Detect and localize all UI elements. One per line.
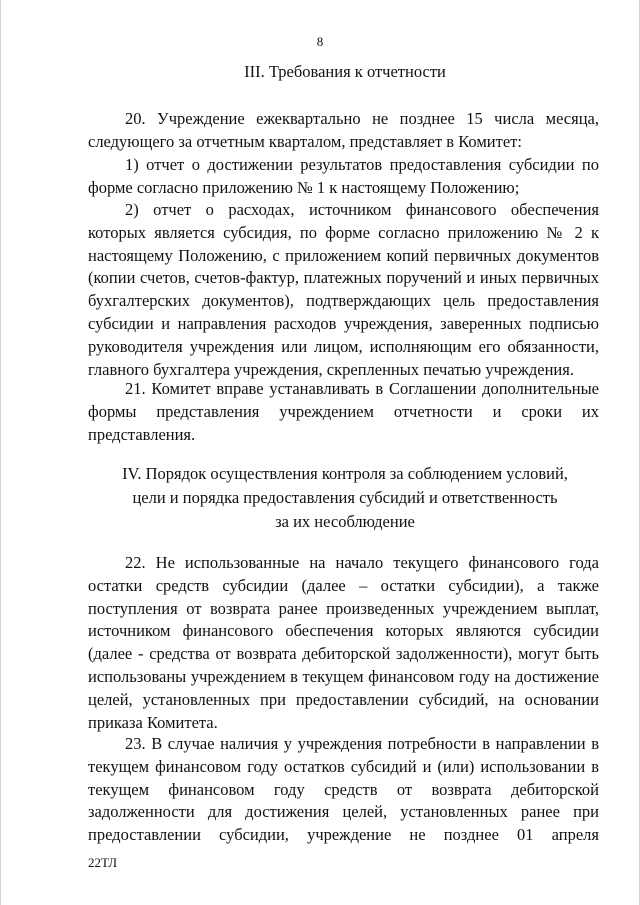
section-4-heading-line-2: цели и порядка предоставления субсидий и ответственность bbox=[132, 488, 558, 507]
section-3-heading: III. Требования к отчетности bbox=[244, 62, 446, 81]
page-number: 8 bbox=[316, 34, 324, 49]
paragraph-20-item-1: 1) отчет о достижении результатов предоставления субсидии по форме согласно приложению № 1 к настоящему Положению; bbox=[88, 155, 599, 197]
scan-edge-left bbox=[0, 0, 1, 905]
footer-document-code: 22ТЛ bbox=[88, 855, 118, 870]
paragraph-20: 20. Учреждение ежеквартально не позднее 15 числа месяца, следующего за отчетным кварталом, представляет в Комитет: bbox=[88, 109, 599, 151]
paragraph-20-item-2: 2) отчет о расходах, источником финансового обеспечения которых является субсидия, по форме согласно приложению № 2 к настоящему Положению, с приложением копий первичных документов (копии счетов, счетов-фактур, платежных поручений и иных первичных бухгалтерских документов), подтверждающих цель предоставления субсидии и направления расходов учреждения, заверенных подписью руководителя учреждения или лицом, исполняющим его обязанности, главного бухгалтера учреждения, скрепленных печатью учреждения. bbox=[88, 200, 599, 379]
paragraph-23: 23. В случае наличия у учреждения потребности в направлении в текущем финансовом году остатков субсидий и (или) использовании в текущем финансовом году средств от возврата дебиторской задолженности для достижения целей, установленных ранее при предоставлении субсидии, учреждение не позднее 01 апреля bbox=[88, 734, 599, 845]
paragraph-21: 21. Комитет вправе устанавливать в Соглашении дополнительные формы представления учреждением отчетности и сроки их представления. bbox=[88, 379, 599, 444]
section-4-heading-line-3: за их несоблюдение bbox=[275, 512, 415, 531]
section-4-heading bbox=[60, 462, 630, 534]
section-4-heading-line-1: IV. Порядок осуществления контроля за соблюдением условий, bbox=[122, 464, 568, 483]
paragraph-22: 22. Не использованные на начало текущего финансового года остатки средств субсидии (далее – остатки субсидии), а также поступления от возврата ранее произведенных учреждением выплат, источником финансового обеспечения которых являются субсидии (далее - средства от возврата дебиторской задолженности), могут быть использованы учреждением в текущем финансовом году на достижение целей, установленных при предоставлении субсидий, на основании приказа Комитета. bbox=[88, 553, 599, 732]
